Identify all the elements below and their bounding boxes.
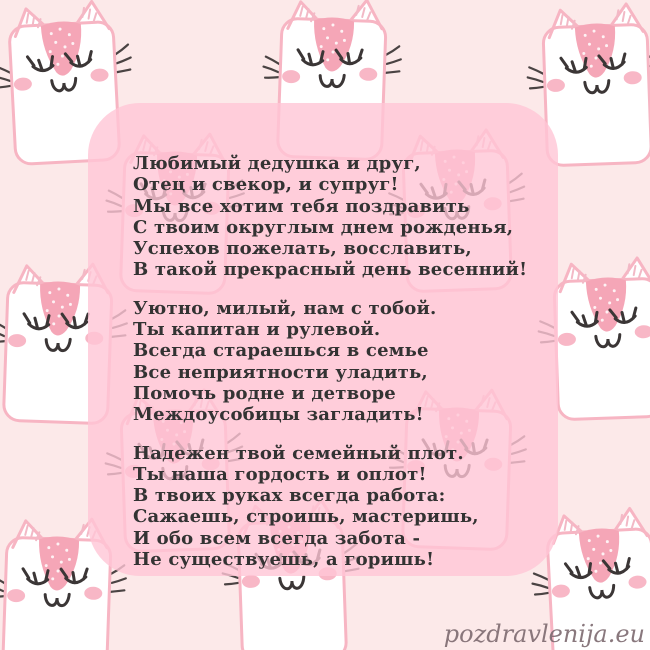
poem-line: И обо всем всегда забота - [133, 527, 421, 549]
poem-line: Междоусобицы загладить! [133, 404, 424, 426]
poem-line: Надежен твой семейный плот. [133, 442, 464, 464]
birthday-poem [133, 153, 534, 570]
poem-stanza-1 [133, 153, 534, 281]
watermark-site-url: pozdravlenija.eu [443, 620, 645, 648]
poem-line: Отец и свекор, и супруг! [133, 174, 399, 196]
poem-line: Не существуешь, а горишь! [133, 549, 435, 571]
poem-stanza-3 [133, 443, 534, 571]
poem-line: Всегда стараешься в семье [133, 340, 429, 362]
poem-line: Мы все хотим тебя поздравить [133, 195, 470, 217]
poem-card [88, 103, 558, 576]
poem-line: Все неприятности уладить, [133, 361, 428, 383]
poem-line: Ты капитан и рулевой. [133, 319, 381, 341]
poem-line: С твоим округлым днем рожденья, [133, 216, 514, 238]
poem-line: В такой прекрасный день весенний! [133, 259, 528, 281]
poem-line: Сажаешь, строишь, мастеришь, [133, 506, 479, 528]
poem-line: Помочь родне и детворе [133, 382, 396, 404]
poem-line: Любимый дедушка и друг, [133, 153, 421, 174]
poem-stanza-2 [133, 298, 534, 426]
poem-line: Ты наша гордость и оплот! [133, 463, 427, 485]
poem-line: Уютно, милый, нам с тобой. [133, 297, 437, 319]
poem-line: В твоих руках всегда работа: [133, 485, 446, 507]
poem-line: Успехов пожелать, восславить, [133, 238, 472, 260]
